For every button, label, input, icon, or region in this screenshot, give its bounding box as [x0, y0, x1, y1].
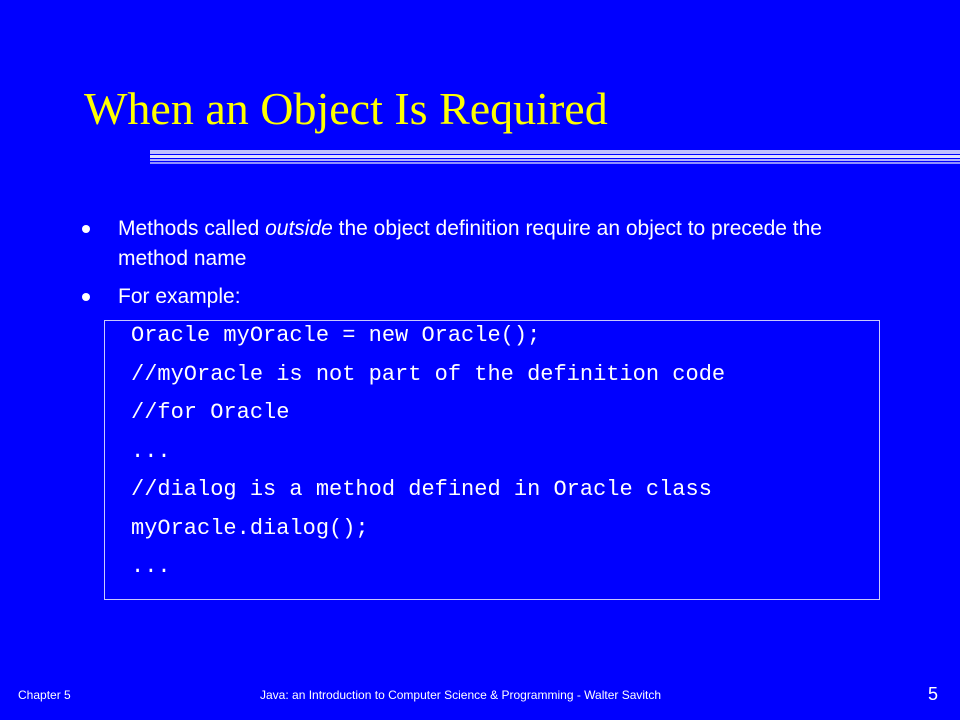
- footer-chapter: Chapter 5: [18, 688, 71, 702]
- code-line: //for Oracle: [131, 400, 290, 425]
- footer-book-title: Java: an Introduction to Computer Science & Programming - Walter Savitch: [260, 688, 662, 702]
- code-line: ...: [131, 554, 171, 579]
- bullet-dot-icon: [82, 293, 90, 301]
- code-line: //myOracle is not part of the definition code: [131, 362, 726, 387]
- code-line: //dialog is a method defined in Oracle class: [131, 477, 712, 502]
- bullet-item: [78, 282, 878, 312]
- bullet-item: [78, 214, 878, 274]
- bullet-emphasis: outside: [265, 217, 333, 240]
- bullet-text: For example:: [118, 285, 241, 308]
- bullet-text: the object definition require an object to precede the method name: [118, 217, 822, 270]
- slide-title: When an Object Is Required: [84, 83, 608, 134]
- code-line: Oracle myOracle = new Oracle();: [131, 323, 541, 348]
- bullet-dot-icon: [82, 225, 90, 233]
- code-line: ...: [131, 439, 171, 464]
- page-number: 5: [928, 684, 939, 704]
- code-example-box: [104, 320, 880, 600]
- code-line: myOracle.dialog();: [131, 516, 369, 541]
- bullet-list: [78, 214, 878, 320]
- title-divider: [150, 150, 960, 166]
- bullet-text: Methods called: [118, 217, 266, 240]
